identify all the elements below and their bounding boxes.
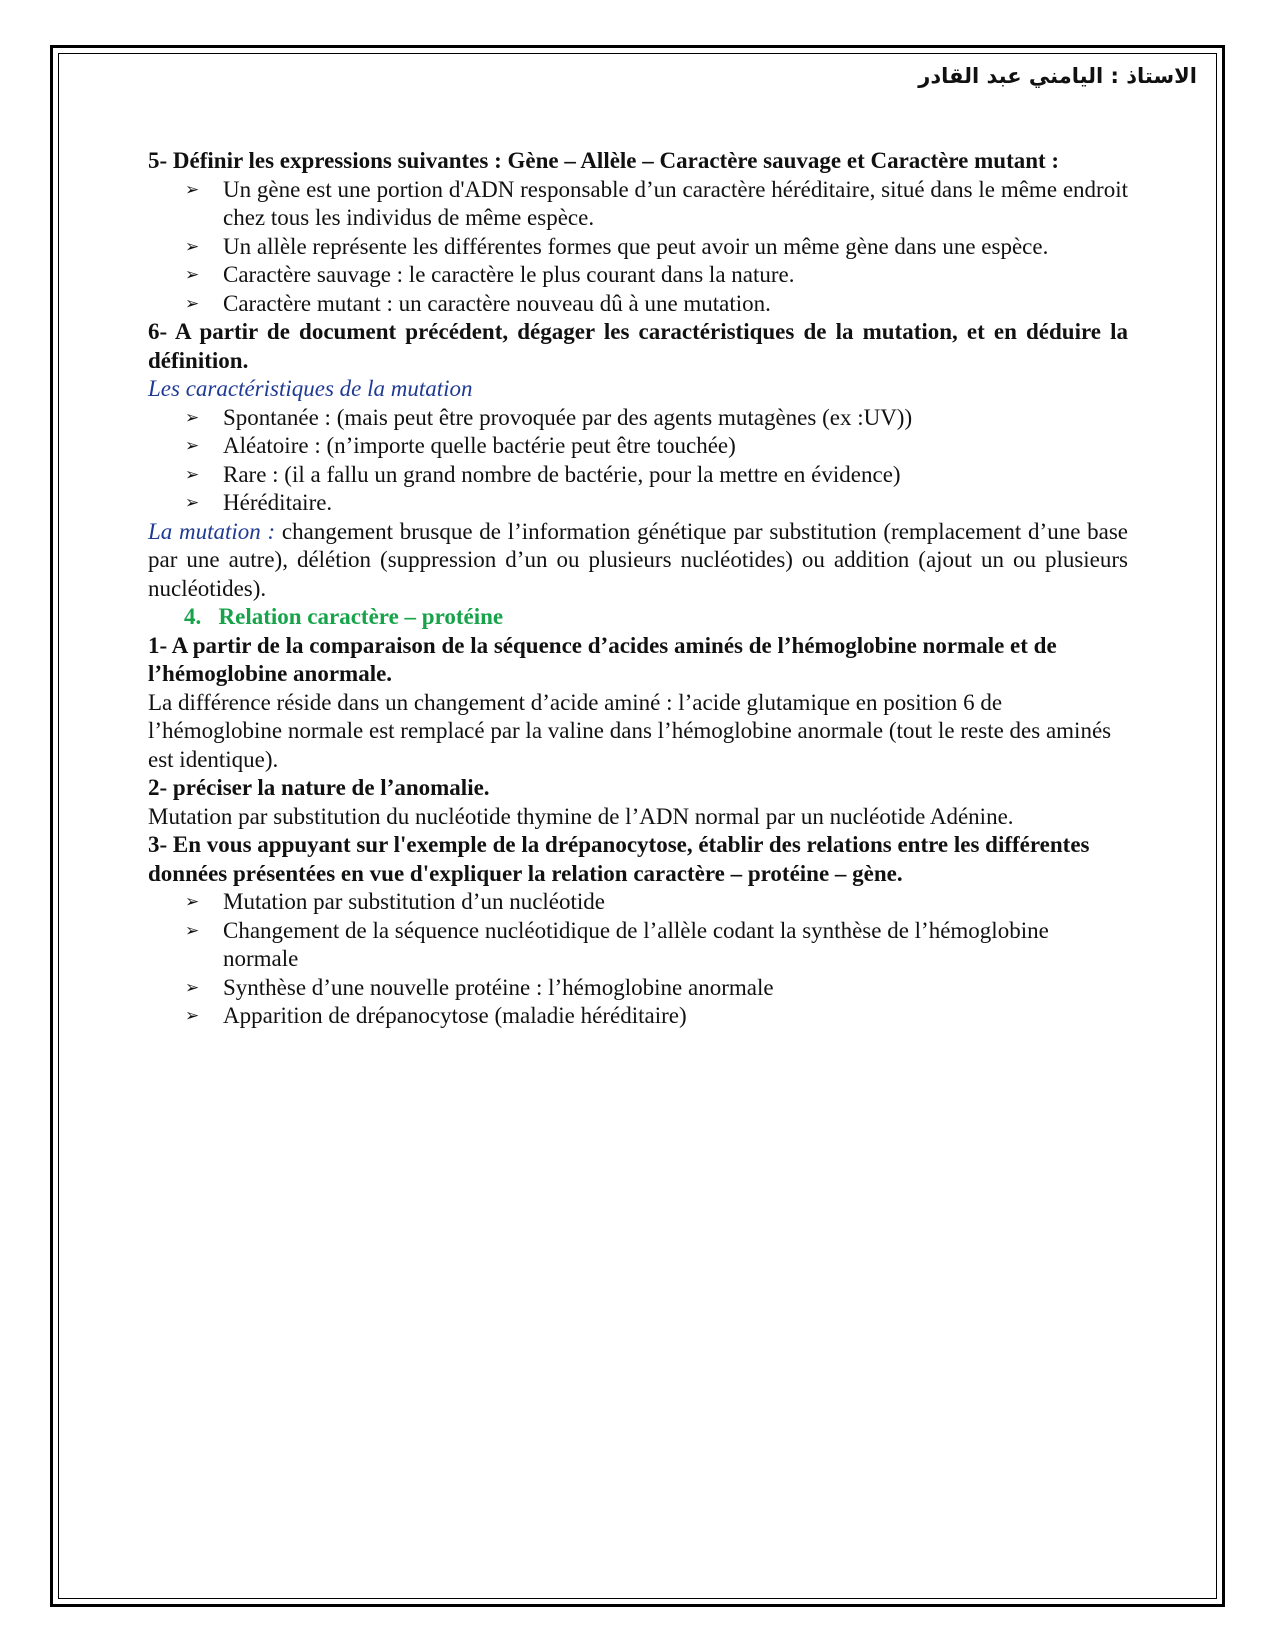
mutation-definition xyxy=(148,518,1128,604)
list-item: ➢ Un allèle représente les différentes formes que peut avoir un même gène dans une espèce. xyxy=(223,233,1128,262)
list-item: ➢ Caractère sauvage : le caractère le plus courant dans la nature. xyxy=(223,261,1128,290)
arrow-bullet-icon: ➢ xyxy=(185,293,200,314)
mutation-definition-text: changement brusque de l’information génétique par substitution (remplacement d’une base par une autre), délétion (suppression d’un ou plusieurs nucléotides) ou addition (ajout un ou plusieurs nucléotides). xyxy=(148,518,1129,601)
section-4-question-3-title: 3- En vous appuyant sur l'exemple de la drépanocytose, établir des relations entre les différentes données présentées en vue d'expliquer la relation caractère – protéine – gène. xyxy=(148,832,1090,886)
arrow-bullet-icon: ➢ xyxy=(185,436,200,456)
arrow-bullet-icon: ➢ xyxy=(185,920,200,941)
list-item: ➢ Mutation par substitution d’un nucléotide xyxy=(223,888,1128,917)
list-item: ➢ Caractère mutant : un caractère nouveau dû à une mutation. xyxy=(223,290,1128,319)
characteristics-list xyxy=(148,404,1128,518)
section-4-title: 4. Relation caractère – protéine xyxy=(184,604,504,629)
arrow-bullet-icon: ➢ xyxy=(185,892,200,912)
document-body xyxy=(148,147,1128,1031)
list-item: ➢ Aléatoire : (n’importe quelle bactérie peut être touchée) xyxy=(223,432,1128,461)
arrow-bullet-icon: ➢ xyxy=(185,1006,200,1026)
list-item: ➢ Un gène est une portion d'ADN responsable d’un caractère héréditaire, situé dans le même endroit chez tous les individus de même espèce. xyxy=(185,176,1128,230)
list-item: ➢ Changement de la séquence nucléotidique de l’allèle codant la synthèse de l’hémoglobine normale xyxy=(185,917,1049,971)
arrow-bullet-icon: ➢ xyxy=(185,464,200,485)
section-4-question-1-answer: La différence réside dans un changement d’acide aminé : l’acide glutamique en position 6 de l’hémoglobine normale est remplacé par la valine dans l’hémoglobine anormale (tout le reste des aminés est identique). xyxy=(148,689,1112,772)
question-5-list xyxy=(148,176,1128,319)
question-6-title: 6- A partir de document précédent, dégager les caractéristiques de la mutation, et en déduire la définition. xyxy=(148,319,1128,373)
arrow-bullet-icon: ➢ xyxy=(185,977,200,998)
list-item: ➢ Synthèse d’une nouvelle protéine : l’hémoglobine anormale xyxy=(223,974,1128,1003)
section-4-question-3-list xyxy=(148,888,1128,1031)
list-item: ➢ Héréditaire. xyxy=(223,489,1128,518)
list-item: ➢ Rare : (il a fallu un grand nombre de bactérie, pour la mettre en évidence) xyxy=(223,461,1128,490)
mutation-definition-label: La mutation : xyxy=(148,518,276,544)
section-4-question-1-title: 1- A partir de la comparaison de la séquence d’acides aminés de l’hémoglobine normale et de l’hémoglobine anormale. xyxy=(148,632,1057,686)
section-4-question-2-title: 2- préciser la nature de l’anomalie. xyxy=(148,775,490,800)
list-item: ➢ Spontanée : (mais peut être provoquée par des agents mutagènes (ex :UV)) xyxy=(223,404,1128,433)
characteristics-subheading: Les caractéristiques de la mutation xyxy=(148,376,473,401)
arrow-bullet-icon: ➢ xyxy=(185,493,200,513)
arrow-bullet-icon: ➢ xyxy=(185,265,200,285)
arrow-bullet-icon: ➢ xyxy=(185,179,200,200)
arrow-bullet-icon: ➢ xyxy=(185,236,200,257)
question-5-title: 5- Définir les expressions suivantes : Gène – Allèle – Caractère sauvage et Caractère mutant : xyxy=(148,148,1060,173)
list-item: ➢ Apparition de drépanocytose (maladie héréditaire) xyxy=(223,1002,1128,1031)
author-header: الاستاذ : اليامني عبد القادر xyxy=(918,64,1197,88)
section-4-question-2-answer: Mutation par substitution du nucléotide thymine de l’ADN normal par un nucléotide Adénine. xyxy=(148,803,1014,829)
arrow-bullet-icon: ➢ xyxy=(185,407,200,428)
